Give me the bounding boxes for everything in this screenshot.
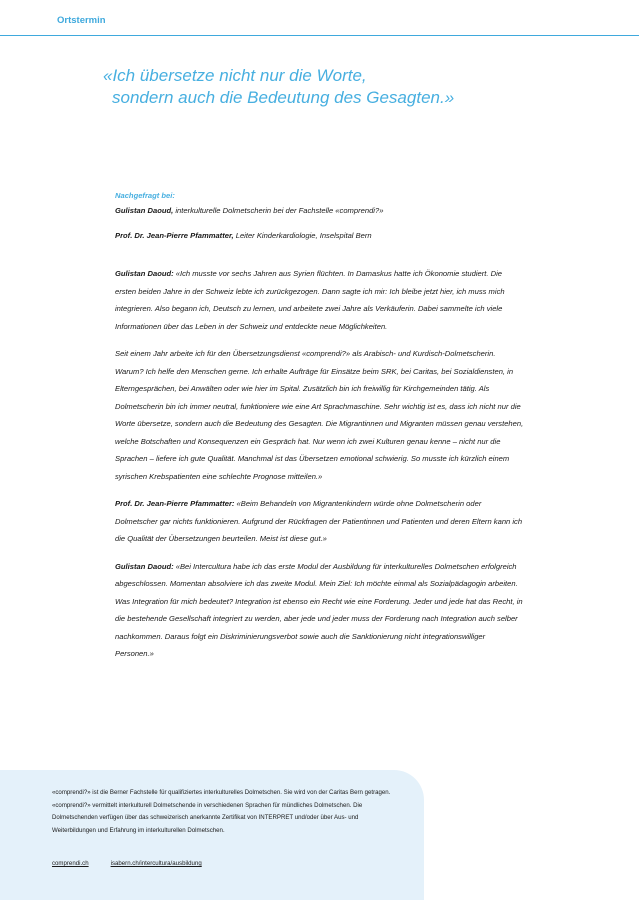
link-comprendi[interactable]: comprendi.ch bbox=[52, 860, 89, 867]
speaker-name: Gulistan Daoud: bbox=[115, 561, 174, 571]
interview-body bbox=[115, 265, 525, 663]
paragraph bbox=[115, 345, 525, 485]
section-label: Ortstermin bbox=[57, 15, 106, 26]
info-box-links bbox=[52, 860, 224, 867]
interviewee-2-name: Prof. Dr. Jean-Pierre Pfammatter, bbox=[115, 231, 234, 240]
paragraph-text: «Beim Behandeln von Migrantenkindern würde ohne Dolmetscherin oder Dolmetscher gar nichts funktionieren. Aufgrund der Rückfragen der Patientinnen und Patienten und deren Eltern kann ich die Qualität der Übersetzungen beurteilen. Meist ist diese gut.» bbox=[115, 499, 523, 543]
interviewee-2-role: Leiter Kinderkardiologie, Inselspital Bern bbox=[233, 231, 372, 240]
interviewee-1-name: Gulistan Daoud, bbox=[115, 206, 174, 215]
pull-quote-line-1: «Ich übersetze nicht nur die Worte, bbox=[103, 66, 367, 85]
paragraph bbox=[115, 495, 525, 548]
pull-quote bbox=[103, 65, 583, 109]
interviewee-1 bbox=[115, 205, 525, 216]
paragraph bbox=[115, 558, 525, 663]
speaker-name: Gulistan Daoud: bbox=[115, 269, 174, 278]
header-divider bbox=[0, 35, 639, 36]
paragraph-text: «Bei Intercultura habe ich das erste Modul der Ausbildung für interkulturelles Dolmetschen erfolgreich abgeschlossen. Momentan absolviere ich das zweite Modul. Mein Ziel: Ich möchte einmal als Sozialpädagogin arbeiten. Was Integration für mich bedeutet? Integration ist ebenso ein Recht wie eine Forderung. Jeder und jede hat das Recht, in die bestehende Gesellschaft integriert zu werden, aber jede und jeder muss der Forderung nach Integration auch selber nachkommen. Daraus folgt ein Diskriminierungsverbot sowie auch die Sanktionierung nicht integrationswilliger Personen.» bbox=[115, 561, 523, 658]
asked-label: Nachgefragt bei: bbox=[115, 191, 175, 200]
speaker-name: Prof. Dr. Jean-Pierre Pfammatter: bbox=[115, 499, 235, 508]
paragraph-text: Seit einem Jahr arbeite ich für den Übersetzungsdienst «comprendi?» als Arabisch- und Kurdisch-Dolmetscherin. Warum? Ich helfe den Menschen gerne. Ich erhalte Aufträge für Einsätze beim SRK, bei Caritas, bei Sozialdiensten, in Elterngesprächen, bei Anwälten oder wie hier im Spital. Zusätzlich bin ich freiwillig für Kirchgemeinden tätig. Als Dolmetscherin bin ich immer neutral, funktioniere wie eine Art Sprachmaschine. Sehr wichtig ist es, dass ich nicht nur die Worte übersetze, sondern auch die Bedeutung des Gesagten. Die Migrantinnen und Migranten müssen genau verstehen, welche Botschaften und Konsequenzen ein Gespräch hat. Nur wenn ich zwei Kulturen genau kenne – nicht nur die Sprachen – liefere ich gute Qualität. Manchmal ist das Übersetzen emotional schwierig. So musste ich kürzlich einem syrischen Krebspatienten eine schlechte Prognose mitteilen.» bbox=[115, 349, 524, 481]
paragraph-text: «Ich musste vor sechs Jahren aus Syrien flüchten. In Damaskus hatte ich Ökonomie studiert. Die ersten beiden Jahre in der Schweiz lebte ich zurückgezogen. Dann sagte ich mir: Ich bleibe jetzt hier, ich muss mich integrieren. Also begann ich, Deutsch zu lernen, und arbeitete zwei Jahre als Verkäuferin. Dabei sammelte ich viele Informationen über das Leben in der Schweiz und entdeckte neue Möglichkeiten. bbox=[115, 269, 505, 331]
interviewee-1-role: interkulturelle Dolmetscherin bei der Fachstelle «comprendi?» bbox=[173, 206, 384, 215]
interview-section bbox=[115, 190, 525, 673]
paragraph bbox=[115, 265, 525, 335]
interviewee-2 bbox=[115, 230, 525, 241]
info-box-text: «comprendi?» ist die Berner Fachstelle für qualifiziertes interkulturelles Dolmetschen. Sie wird von der Caritas Bern getragen. «comprendi?» vermittelt interkulturell Dolmetschende in verschiedenen Sprachen für mündliches Dolmetschen. Die Dolmetschenden verfügen über das schweizerisch anerkannte Zertifikat von INTERPRET und/oder über Aus- und Weiterbildungen und Erfahrung im interkulturellen Dolmetschen. bbox=[52, 789, 391, 834]
link-intercultura[interactable]: isabern.ch/intercultura/ausbildung bbox=[110, 860, 202, 867]
pull-quote-line-2: sondern auch die Bedeutung des Gesagten.» bbox=[112, 88, 455, 107]
